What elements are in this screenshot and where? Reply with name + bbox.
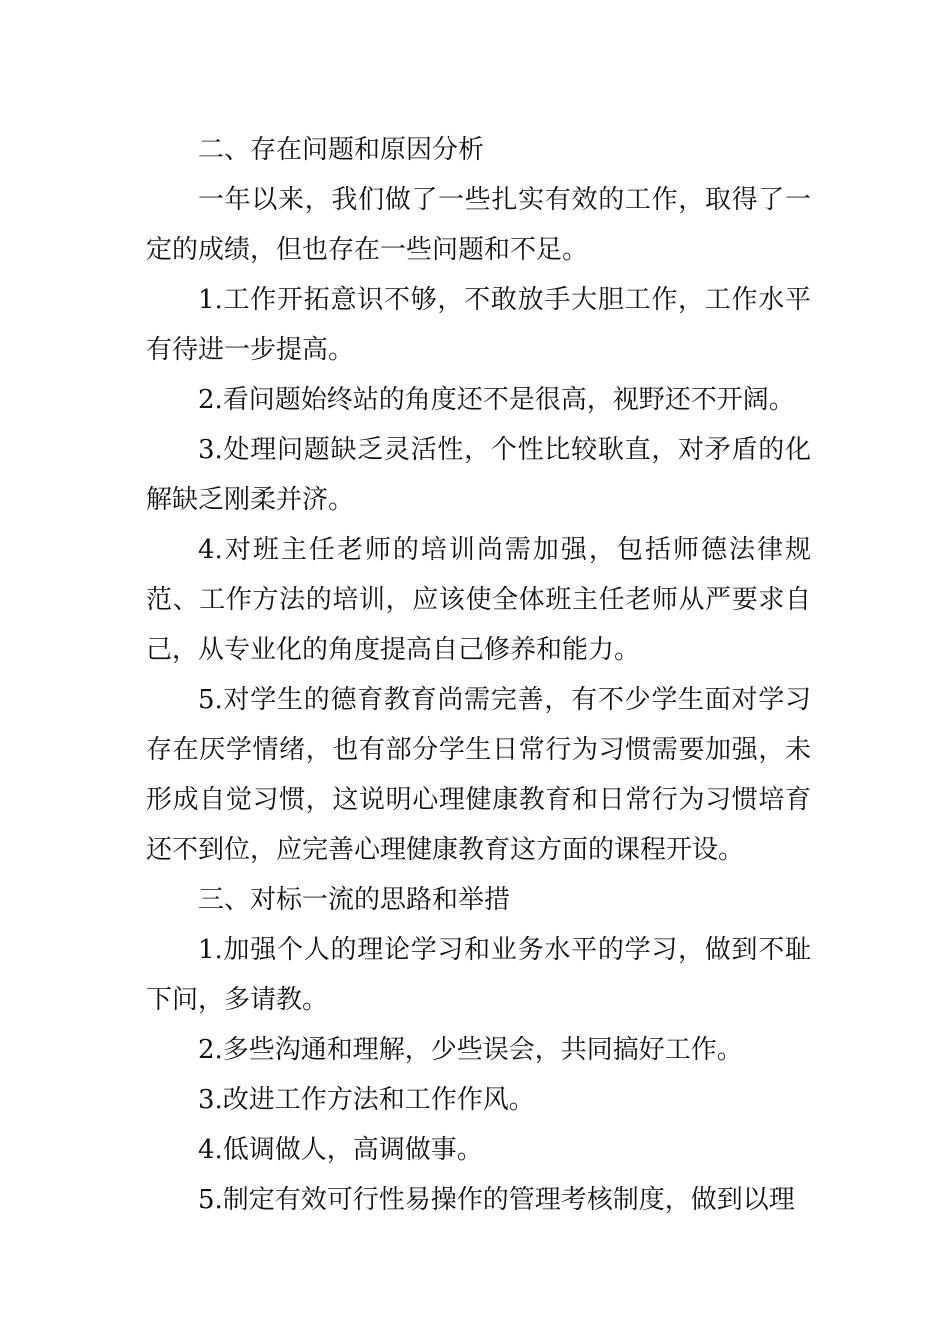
document-body bbox=[146, 125, 811, 1225]
problem-item-1: 1.工作开拓意识不够，不敢放手大胆工作，工作水平有待进一步提高。 bbox=[146, 285, 811, 365]
problem-item-3: 3.处理问题缺乏灵活性，个性比较耿直，对矛盾的化解缺乏刚柔并济。 bbox=[146, 435, 811, 515]
paragraph-intro: 一年以来，我们做了一些扎实有效的工作，取得了一定的成绩，但也存在一些问题和不足。 bbox=[146, 185, 811, 265]
measure-item-2: 2.多些沟通和理解，少些误会，共同搞好工作。 bbox=[198, 1035, 743, 1065]
problem-item-5: 5.对学生的德育教育尚需完善，有不少学生面对学习存在厌学情绪，也有部分学生日常行为习惯需要加强，未形成自觉习惯，这说明心理健康教育和日常行为习惯培育还不到位，应完善心理健康教育这方面的课程开设。 bbox=[146, 685, 811, 865]
measure-item-1: 1.加强个人的理论学习和业务水平的学习，做到不耻下问，多请教。 bbox=[146, 935, 811, 1015]
measure-item-5: 5.制定有效可行性易操作的管理考核制度，做到以理 bbox=[198, 1185, 795, 1215]
measure-item-3: 3.改进工作方法和工作作风。 bbox=[198, 1085, 535, 1115]
measure-item-4: 4.低调做人，高调做事。 bbox=[198, 1135, 483, 1165]
problem-item-4: 4.对班主任老师的培训尚需加强，包括师德法律规范、工作方法的培训，应该使全体班主任老师从严要求自己，从专业化的角度提高自己修养和能力。 bbox=[146, 535, 811, 665]
problem-item-2: 2.看问题始终站的角度还不是很高，视野还不开阔。 bbox=[198, 385, 795, 415]
section-heading-problems: 二、存在问题和原因分析 bbox=[198, 135, 485, 165]
section-heading-measures: 三、对标一流的思路和举措 bbox=[198, 885, 511, 915]
